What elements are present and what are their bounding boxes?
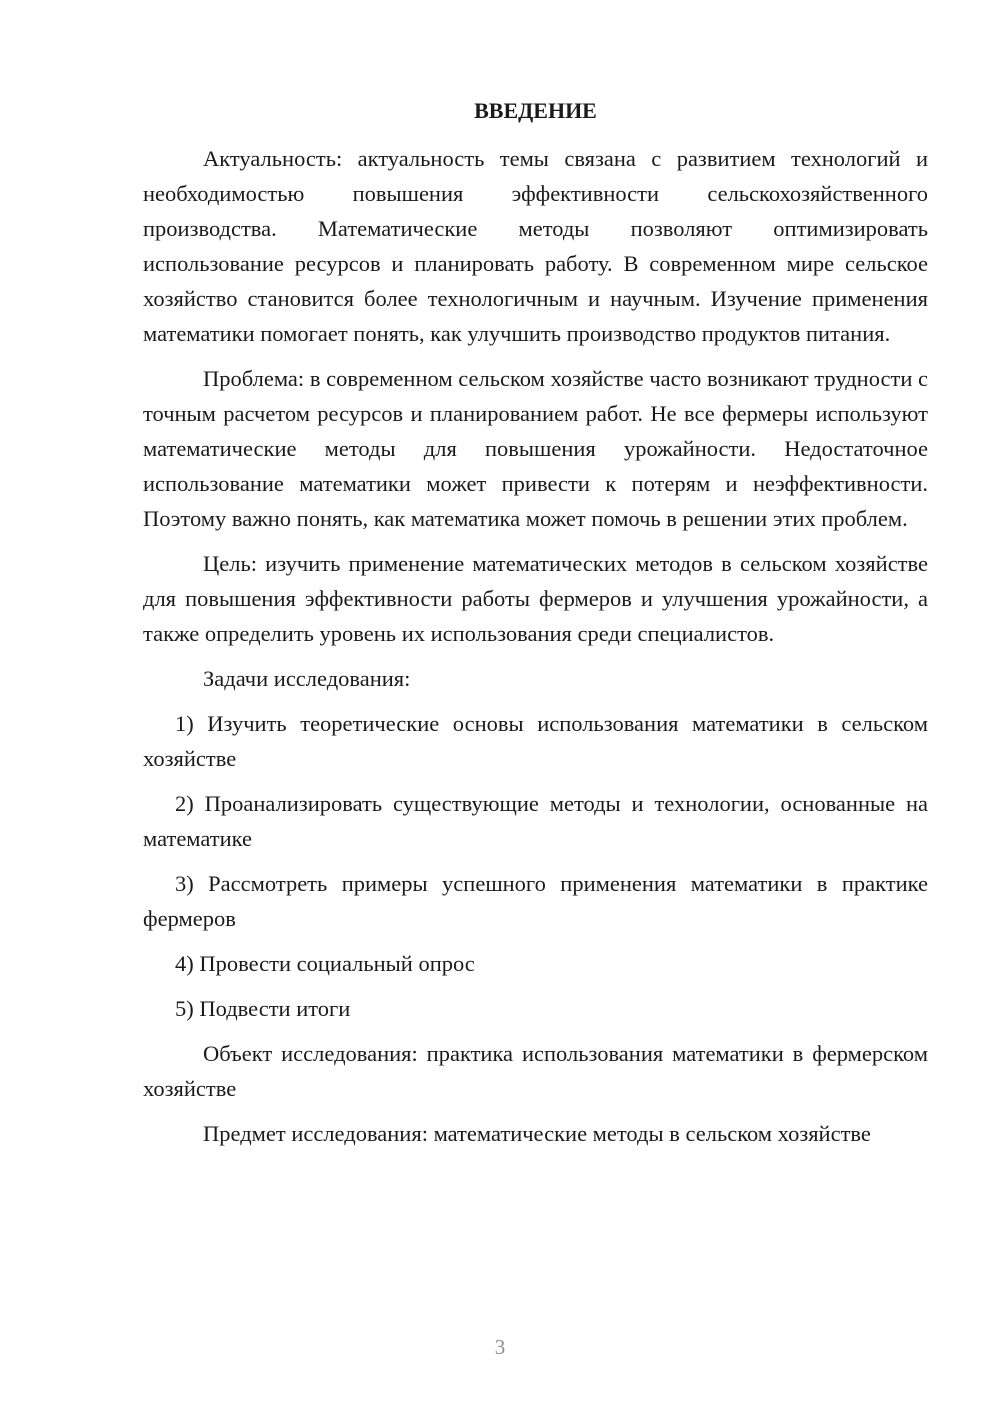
list-item: 1) Изучить теоретические основы использования математики в сельском хозяйстве	[143, 711, 928, 771]
paragraph-goal: Цель: изучить применение математических методов в сельском хозяйстве для повышения эффективности работы фермеров и улучшения урожайности, а также определить уровень их использования среди специалистов.	[143, 551, 928, 646]
page-title: ВВЕДЕНИЕ	[474, 98, 597, 123]
page-number: 3	[494, 1335, 506, 1359]
tasks-heading: Задачи исследования:	[203, 666, 411, 691]
paragraph-relevance: Актуальность: актуальность темы связана с развитием технологий и необходимостью повышения эффективности сельскохозяйственного производства. Математические методы позволяют оптимизировать использование ресурсов и планировать работу. В современном мире сельское хозяйство становится более технологичным и научным. Изучение применения математики помогает понять, как улучшить производство продуктов питания.	[143, 146, 928, 346]
paragraph-subject: Предмет исследования: математические методы в сельском хозяйстве	[203, 1121, 871, 1146]
list-item: 5) Подвести итоги	[175, 996, 351, 1021]
tasks-list	[143, 706, 928, 1026]
list-item: 2) Проанализировать существующие методы и технологии, основанные на математике	[143, 791, 928, 851]
list-item: 4) Провести социальный опрос	[175, 951, 475, 976]
document-body	[143, 141, 928, 1151]
list-item: 3) Рассмотреть примеры успешного применения математики в практике фермеров	[143, 871, 928, 931]
paragraph-object: Объект исследования: практика использования математики в фермерском хозяйстве	[143, 1041, 928, 1101]
paragraph-problem: Проблема: в современном сельском хозяйстве часто возникают трудности с точным расчетом ресурсов и планированием работ. Не все фермеры используют математические методы для повышения урожайности. Недостаточное использование математики может привести к потерям и неэффективности. Поэтому важно понять, как математика может помочь в решении этих проблем.	[143, 366, 928, 531]
